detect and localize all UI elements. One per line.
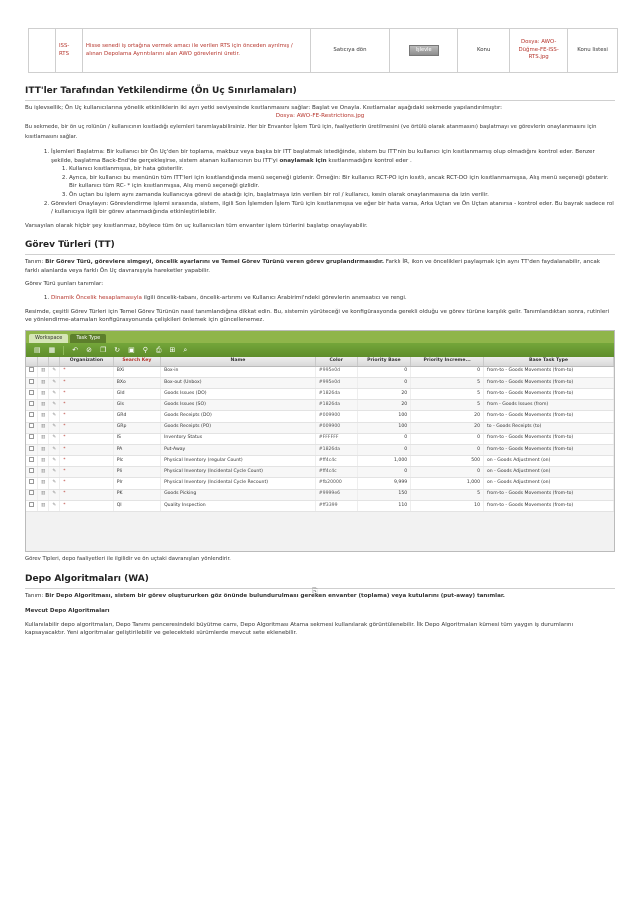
- issue-table: [28, 28, 618, 73]
- table-row[interactable]: [26, 388, 614, 399]
- row-form-icon: ▥: [38, 411, 49, 422]
- toolbar-separator: [63, 346, 64, 355]
- task-type-defines: Görev Türü şunları tanımlar:: [25, 280, 104, 287]
- row-base-task-type: from-to - Goods Movements (from-to): [484, 377, 614, 388]
- row-organization: *: [60, 444, 113, 455]
- tab-workspace[interactable]: Workspace: [29, 334, 68, 343]
- row-color: #1826da: [315, 388, 357, 399]
- row-priority-base: 20: [357, 388, 411, 399]
- table-row[interactable]: [26, 456, 614, 467]
- row-form-icon: ▥: [38, 500, 49, 511]
- row-base-task-type: from-to - Goods Movements (from-to): [484, 388, 614, 399]
- row-priority-base: 20: [357, 400, 411, 411]
- wa-body: Kullanılabilir depo algoritmaları, Depo Tanımı penceresindeki büyütme camı, Depo Algoritması Atama sekmesi kullanılarak görüntülenebilir. İlk Depo Algoritmaları kümesi tüm yaygın iş durumlarını kapsayacaktır. Yeni algoritmalar geliştirilebilir ve gelecekteki sürümlerde mevcut sete eklenebilir.: [25, 622, 574, 637]
- row-priority-increment: 5: [411, 489, 484, 500]
- table-row[interactable]: [26, 467, 614, 478]
- screenshot-caption: Görev Tipleri, depo faaliyetleri ile ilgilidir ve ön uçtaki davranışları yönlendirir.: [25, 556, 231, 563]
- button-cell: [389, 29, 457, 73]
- section1-intro: Bu işlevsellik; Ön Uç kullanıcılarına yönelik etkinliklerin iki ayrı yetki seviyesinde kısıtlanmasını sağlar: Başlat ve Onayla. Kısıtlamalar aşağıdaki sekmede yapılandırılmıştır:: [25, 105, 503, 112]
- table-row[interactable]: [26, 433, 614, 444]
- row-checkbox[interactable]: [26, 489, 38, 500]
- row-form-icon: ▥: [38, 467, 49, 478]
- row-search-key: GId: [113, 388, 160, 399]
- section-title-task-types: Görev Türleri (TT): [25, 239, 615, 255]
- restrictions-file-link[interactable]: Dosya: AWO-FE-Restrictions.jpg: [275, 113, 365, 120]
- row-name: Goods Picking: [161, 489, 316, 500]
- row-form-icon: ▥: [38, 400, 49, 411]
- wa-subtitle: Mevcut Depo Algoritmaları: [25, 607, 110, 614]
- row-checkbox[interactable]: [26, 500, 38, 511]
- row-base-task-type: on - Goods Adjustment (on): [484, 467, 614, 478]
- document-page: [25, 28, 615, 637]
- task-type-definition: Tanım: Bir Görev Türü, görevlere simgeyi, öncelik ayarlarını ve Temel Görev Türünü veren görev gruplandırmasıdır. Farklı İR, ikon ve öncelikleri paylaşmak için aynı TT'den faydalanabilir, ancak farklı alanlarda veya farklı Ön Uç davranışıyla hareketler yapabilir.: [25, 259, 600, 274]
- row-search-key: BXi: [113, 366, 160, 377]
- row-checkbox[interactable]: [26, 422, 38, 433]
- row-color: #ff4c4c: [315, 456, 357, 467]
- row-color: #ff4c4c: [315, 467, 357, 478]
- row-priority-increment: 0: [411, 444, 484, 455]
- row-search-key: IS: [113, 433, 160, 444]
- tab-bar: [26, 331, 614, 343]
- row-priority-increment: 5: [411, 377, 484, 388]
- process-button[interactable]: Işlevle: [409, 45, 439, 56]
- toolbar: [26, 343, 614, 357]
- attachment-icon[interactable]: ▣: [128, 346, 135, 354]
- row-edit-icon[interactable]: ✎: [49, 489, 60, 500]
- row-edit-icon[interactable]: ✎: [49, 500, 60, 511]
- row-name: Goods Issues (DO): [161, 388, 316, 399]
- row-form-icon: ▥: [38, 377, 49, 388]
- row-name: Physical Inventory (Incidental Cycle Recount): [161, 478, 316, 489]
- row-base-task-type: to - Goods Receipts (to): [484, 422, 614, 433]
- row-name: Physical Inventory (regular Count): [161, 456, 316, 467]
- row-form-icon: ▥: [38, 444, 49, 455]
- grid-column-header[interactable]: Organization: [60, 357, 113, 366]
- grid-column-header[interactable]: Search Key: [113, 357, 160, 366]
- row-search-key: PIi: [113, 467, 160, 478]
- row-organization: *: [60, 489, 113, 500]
- row-color: #ff3399: [315, 500, 357, 511]
- picture-note: Resimde, çeşitli Görev Türleri için Temel Görev Türünün nasıl tanımlandığına dikkat edin. Bu, sistemin yürüteceği ve konfigürasyonda gerekli olduğu ve görev türüne karşılık gelir. Tanımlandıktan sonra, rutinleri ve yönlendirme-atamaları konfigürasyonunda çelişkileri önlemek için güncellenemez.: [25, 308, 610, 323]
- row-search-key: GRp: [113, 422, 160, 433]
- row-organization: *: [60, 478, 113, 489]
- row-priority-increment: 5: [411, 400, 484, 411]
- row-organization: *: [60, 377, 113, 388]
- row-checkbox[interactable]: [26, 377, 38, 388]
- grid-column-header[interactable]: Priority Increme...: [411, 357, 484, 366]
- task-type-list: [51, 294, 615, 302]
- list-item: 1. Kullanıcı kısıtlanmışsa, bir hata gösterilir.: [69, 165, 615, 173]
- row-edit-icon[interactable]: ✎: [49, 388, 60, 399]
- row-checkbox[interactable]: [26, 388, 38, 399]
- row-name: Box-out (Unbox): [161, 377, 316, 388]
- row-color: #fb20000: [315, 478, 357, 489]
- blank-cell: [29, 29, 56, 73]
- row-name: Put-Away: [161, 444, 316, 455]
- new-record-icon[interactable]: ▤: [34, 346, 41, 354]
- row-organization: *: [60, 400, 113, 411]
- task-type-grid: [26, 357, 614, 512]
- row-base-task-type: from-to - Goods Movements (from-to): [484, 500, 614, 511]
- row-search-key: GIs: [113, 400, 160, 411]
- section-title-itt-authorization: ITT'ler Tarafından Yetkilendirme (Ön Uç Sınırlamaları): [25, 85, 615, 101]
- row-edit-icon[interactable]: ✎: [49, 411, 60, 422]
- row-name: Physical Inventory (Incidental Cycle Count): [161, 467, 316, 478]
- row-priority-base: 0: [357, 467, 411, 478]
- wa-definition: Tanım: Bir Depo Algoritması, sistem bir görev oluştururken göz önünde bulundurulması gereken envanter (toplama) veya kutularını (put-away) tanımlar.: [25, 592, 505, 599]
- row-organization: *: [60, 411, 113, 422]
- authorization-list: [51, 148, 615, 216]
- row-priority-increment: 500: [411, 456, 484, 467]
- row-priority-base: 1,000: [357, 456, 411, 467]
- row-priority-base: 150: [357, 489, 411, 500]
- topic-list-cell: Konu listesi: [568, 29, 618, 73]
- list-item: 2. Görevleri Onaylayın: Görevlendirme işlemi sırasında, sistem, ilgili Son İşlemden İşlem Türü için kısıtlanmışsa ve eğer bir hata varsa, Arka Uçtan ve Ön Uçtan atanırsa - kontrol eder. Bu bayrak sadece rol / kullanıcıya ilgili bir görev atanmadığında etkinleştirilebilir.: [51, 200, 615, 216]
- row-priority-increment: 1,000: [411, 478, 484, 489]
- table-row[interactable]: [26, 366, 614, 377]
- refresh-icon[interactable]: ↻: [114, 346, 121, 354]
- row-color: #FFFFFF: [315, 433, 357, 444]
- copy-anchor-icon[interactable]: ⎘: [312, 587, 318, 595]
- export-icon[interactable]: ⊞: [169, 346, 176, 354]
- row-name: Quality Inspection: [161, 500, 316, 511]
- row-form-icon: ▥: [38, 388, 49, 399]
- row-checkbox[interactable]: [26, 478, 38, 489]
- back-to-vendor-cell: Satıcıya dön: [311, 29, 390, 73]
- grid-column-header[interactable]: Color: [315, 357, 357, 366]
- sub-list: [69, 165, 615, 199]
- row-base-task-type: from-to - Goods Movements (from-to): [484, 489, 614, 500]
- file-link[interactable]: Dosya: AWO-Düğme-FE-ISS-RTS.jpg: [510, 29, 568, 73]
- topic-cell: Konu: [458, 29, 510, 73]
- grid-column-header[interactable]: [38, 357, 49, 366]
- row-organization: *: [60, 500, 113, 511]
- row-name: Goods Receipts (PO): [161, 422, 316, 433]
- row-name: Goods Issues (SO): [161, 400, 316, 411]
- row-base-task-type: on - Goods Adjustment (on): [484, 456, 614, 467]
- row-search-key: GRd: [113, 411, 160, 422]
- table-row[interactable]: [26, 500, 614, 511]
- row-color: #009900: [315, 411, 357, 422]
- tab-task-type[interactable]: Task Type: [70, 334, 106, 343]
- row-base-task-type: from-to - Goods Movements (from-to): [484, 411, 614, 422]
- row-color: #009900: [315, 422, 357, 433]
- row-priority-base: 0: [357, 366, 411, 377]
- row-priority-base: 9,999: [357, 478, 411, 489]
- row-checkbox[interactable]: [26, 444, 38, 455]
- row-checkbox[interactable]: [26, 411, 38, 422]
- row-priority-increment: 0: [411, 433, 484, 444]
- row-priority-increment: 5: [411, 388, 484, 399]
- row-priority-base: 0: [357, 444, 411, 455]
- row-edit-icon[interactable]: ✎: [49, 377, 60, 388]
- row-edit-icon[interactable]: ✎: [49, 478, 60, 489]
- row-organization: *: [60, 422, 113, 433]
- row-organization: *: [60, 366, 113, 377]
- row-color: #995e0d: [315, 366, 357, 377]
- table-row[interactable]: [26, 377, 614, 388]
- grid-column-header[interactable]: Name: [161, 357, 316, 366]
- row-edit-icon[interactable]: ✎: [49, 400, 60, 411]
- list-item: 3. Ön uçtan bu işlem aynı zamanda kullanıcıya görevi de atadığı için, başlatmaya izin verilen bir rol / kullanıcı, kesin olarak onaylanmasına da izin verilir.: [69, 191, 615, 199]
- row-search-key: PIc: [113, 456, 160, 467]
- row-organization: *: [60, 456, 113, 467]
- grid-header-row: [26, 357, 614, 366]
- row-color: #1826da: [315, 444, 357, 455]
- row-base-task-type: from-to - Goods Movements (from-to): [484, 444, 614, 455]
- row-priority-increment: 0: [411, 467, 484, 478]
- table-row[interactable]: [26, 411, 614, 422]
- grid-column-header[interactable]: Priority Base: [357, 357, 411, 366]
- row-color: #1826da: [315, 400, 357, 411]
- section1-outro: Varsayılan olarak hiçbir şey kısıtlanmaz, böylece tüm ön uç kullanıcıları tüm envanter işlem türlerini başlatıp onaylayabilir.: [25, 223, 368, 230]
- row-search-key: PK: [113, 489, 160, 500]
- print-icon[interactable]: ⎙: [155, 346, 162, 354]
- row-base-task-type: from-to - Goods Movements (from-to): [484, 366, 614, 377]
- dynamic-priority-link[interactable]: Dinamik Öncelik hesaplamasıyla: [51, 294, 142, 301]
- row-search-key: QI: [113, 500, 160, 511]
- grid-column-header[interactable]: [49, 357, 60, 366]
- row-form-icon: ▥: [38, 433, 49, 444]
- copy-icon[interactable]: ❐: [100, 346, 107, 354]
- table-row: [29, 29, 618, 73]
- row-priority-base: 0: [357, 433, 411, 444]
- save-icon[interactable]: ▦: [48, 346, 56, 354]
- row-color: #995e0d: [315, 377, 357, 388]
- section-title-warehouse-algorithms: Depo Algoritmaları (WA): [25, 573, 615, 589]
- table-row[interactable]: [26, 489, 614, 500]
- table-row[interactable]: [26, 444, 614, 455]
- row-search-key: PA: [113, 444, 160, 455]
- row-edit-icon[interactable]: ✎: [49, 444, 60, 455]
- row-organization: *: [60, 388, 113, 399]
- row-priority-increment: 20: [411, 422, 484, 433]
- row-edit-icon[interactable]: ✎: [49, 456, 60, 467]
- row-form-icon: ▥: [38, 456, 49, 467]
- filter-icon[interactable]: ⌕: [183, 346, 188, 354]
- row-priority-increment: 10: [411, 500, 484, 511]
- row-name: Box-in: [161, 366, 316, 377]
- row-priority-base: 110: [357, 500, 411, 511]
- table-row[interactable]: [26, 400, 614, 411]
- row-search-key: BXo: [113, 377, 160, 388]
- row-edit-icon[interactable]: ✎: [49, 422, 60, 433]
- row-form-icon: ▥: [38, 422, 49, 433]
- row-form-icon: ▥: [38, 478, 49, 489]
- row-search-key: PIr: [113, 478, 160, 489]
- row-priority-base: 0: [357, 377, 411, 388]
- row-checkbox[interactable]: [26, 400, 38, 411]
- row-description: Hisse senedi iş ortağına vermek amacı ile verilen RTS için önceden ayrılmış / alınan Depolama Ayrıntılarını alan AWO görevlerini üretir.: [82, 29, 310, 73]
- row-edit-icon[interactable]: ✎: [49, 433, 60, 444]
- task-type-screenshot: [25, 330, 615, 552]
- row-base-task-type: from - Goods Issues (from): [484, 400, 614, 411]
- undo-icon[interactable]: ↶: [72, 346, 79, 354]
- row-priority-base: 100: [357, 422, 411, 433]
- row-color: #9999e6: [315, 489, 357, 500]
- row-name: Goods Receipts (DO): [161, 411, 316, 422]
- list-item: 2. Ayrıca, bir kullanıcı bu menünün tüm ITT'leri için kısıtlandığında menü seçeneği gizlenir. Örneğin: Bir kullanıcı RCT-PO için kısıtlı, ancak RCT-DO için kısıtlanmamışsa, Alış menü seçeneği gösterir. Bir kullanıcı tüm RC- * için kısıtlanmışsa, Alış menü seçeneği gizlidir.: [69, 174, 615, 190]
- row-edit-icon[interactable]: ✎: [49, 366, 60, 377]
- list-item: 1. Dinamik Öncelik hesaplamasıyla ilgili öncelik-tabanı, öncelik-artırımı ve Kullanıcı Arabirimi'ndeki görevlerin anımsatıcı ve rengi.: [51, 294, 615, 302]
- row-priority-base: 100: [357, 411, 411, 422]
- section1-paragraph: Bu sekmede, bir ön uç rolünün / kullanıcının kısıtladığı eylemleri tanımlayabilirsiniz. Her bir Envanter İşlem Türü için, faaliyetlerin üretilmesini (ve örtülü olarak atanmasını) başlatmayı ve görevlerin onaylanmasını için kısıtlamasını sağlar.: [25, 124, 597, 141]
- row-organization: *: [60, 467, 113, 478]
- row-organization: *: [60, 433, 113, 444]
- link-icon[interactable]: ⚲: [142, 346, 148, 354]
- row-checkbox[interactable]: [26, 366, 38, 377]
- row-edit-icon[interactable]: ✎: [49, 467, 60, 478]
- row-base-task-type: on - Goods Adjustment (on): [484, 478, 614, 489]
- row-checkbox[interactable]: [26, 467, 38, 478]
- row-checkbox[interactable]: [26, 456, 38, 467]
- table-row[interactable]: [26, 422, 614, 433]
- row-form-icon: ▥: [38, 366, 49, 377]
- row-checkbox[interactable]: [26, 433, 38, 444]
- row-priority-increment: 0: [411, 366, 484, 377]
- list-item: 1. İşlemleri Başlatma: Bir kullanıcı bir Ön Uç'den bir toplama, makbuz veya başka bir ITT başlatmak istediğinde, sistem bu ITT'nin bu kullanıcı için kısıtlanmamış olup olmadığını kontrol eder. Benzer şekilde, başlatma Back-End'de gerçekleşirse, sistem atanan kullanıcının bu ITT'yi onaylamak için kısıtlanmadığını kontrol eder . 1. Kullanıcı kısıtlanmışsa, bir hata gösterilir. 2. Ayrıca, bir kullanıcı bu menünün tüm ITT'leri için kısıtlandığında menü seçeneği gizlenir. Örneğin: Bir kullanıcı RCT-PO için kısıtlı, ancak RCT-DO için kısıtlanmamışsa, Alış menü seçeneği gösterir. Bir kullanıcı tüm RC- * için kısıtlanmışsa, Alış menü seçeneği gizlidir. 3. Ön uçtan bu işlem aynı zamanda kullanıcıya görevi de atadığı için, başlatmaya izin verilen bir rol / kullanıcı, kesin olarak onaylanmasına da izin verilir.: [51, 148, 615, 199]
- row-priority-increment: 20: [411, 411, 484, 422]
- table-row[interactable]: [26, 478, 614, 489]
- grid-column-header[interactable]: [26, 357, 38, 366]
- grid-column-header[interactable]: Base Task Type: [484, 357, 614, 366]
- row-base-task-type: from-to - Goods Movements (from-to): [484, 433, 614, 444]
- row-name: Inventory Status: [161, 433, 316, 444]
- row-id: ISS-RTS: [55, 29, 82, 73]
- delete-icon[interactable]: ⊘: [86, 346, 92, 354]
- row-form-icon: ▥: [38, 489, 49, 500]
